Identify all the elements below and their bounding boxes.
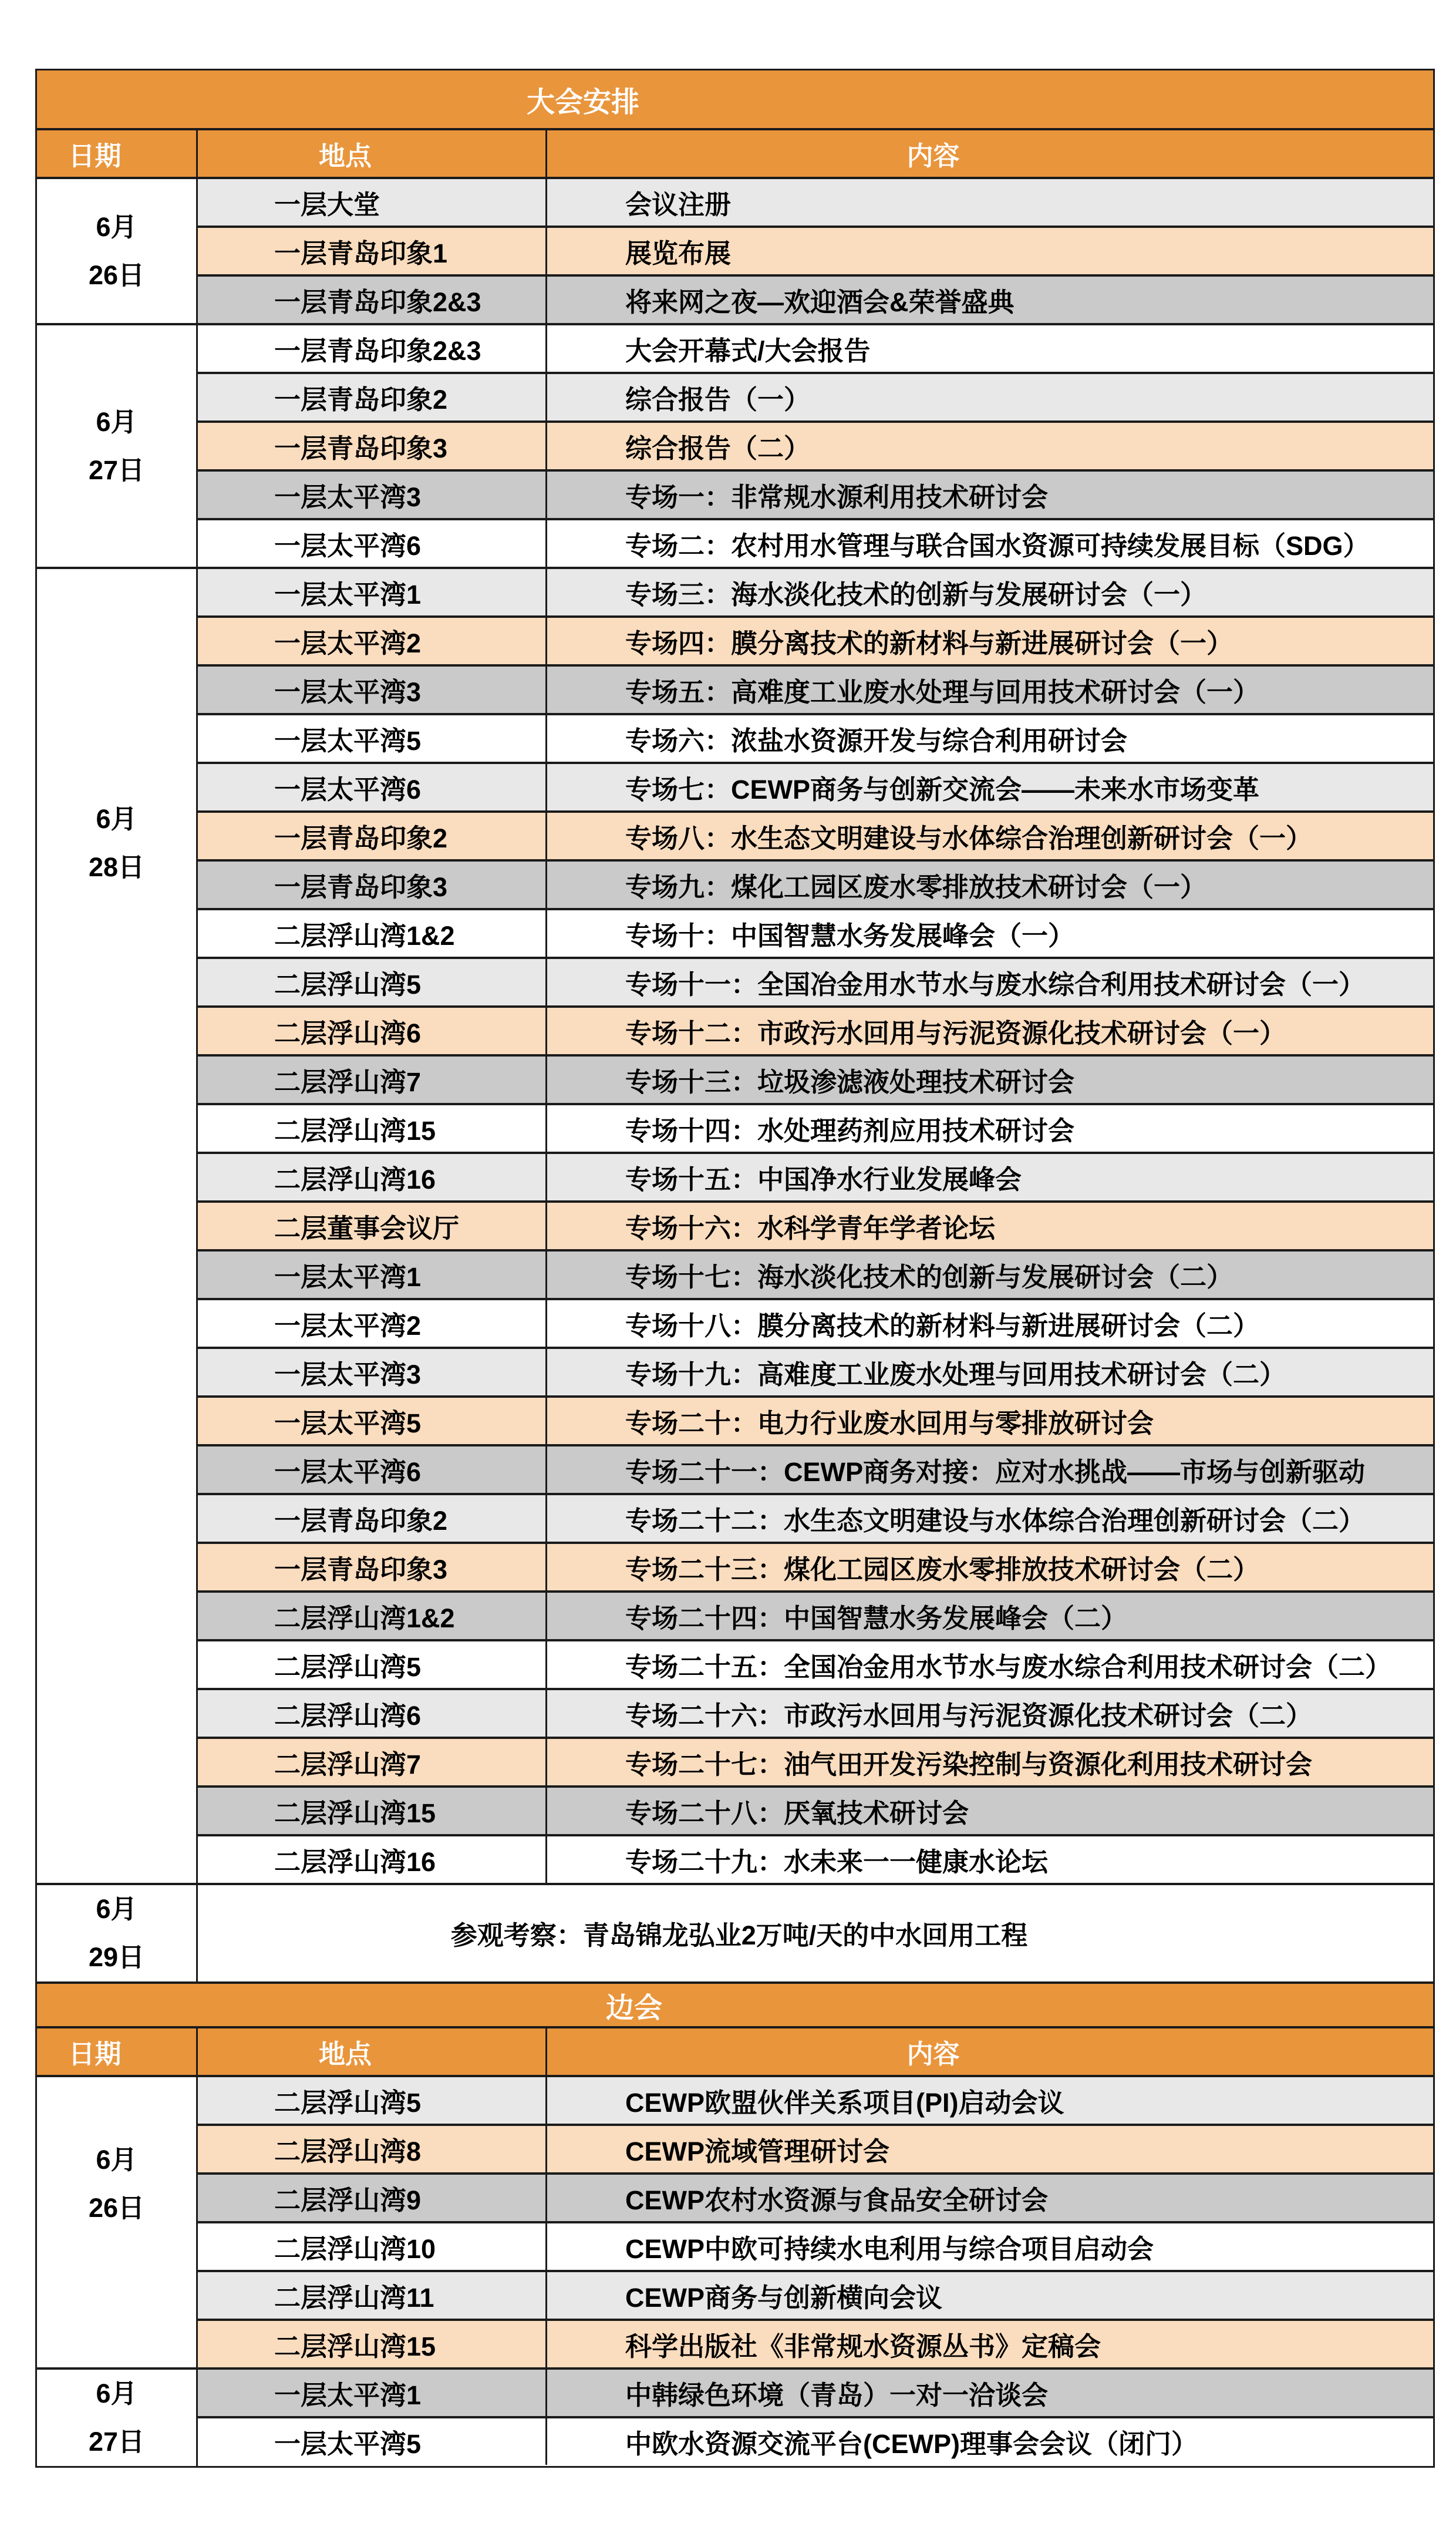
section-title: 边会 xyxy=(605,1992,662,2024)
section-title: 大会安排 xyxy=(526,86,639,118)
content-cell: 专场六：浓盐水资源开发与综合利用研讨会 xyxy=(625,726,1128,756)
date-day: 27日 xyxy=(88,455,145,485)
schedule-row xyxy=(198,1300,1433,1349)
section-title-bar xyxy=(37,70,1433,130)
content-cell: 会议注册 xyxy=(625,190,732,220)
location-cell: 二层浮山湾15 xyxy=(198,1788,547,1834)
schedule-row xyxy=(198,764,1433,813)
schedule-row xyxy=(198,472,1433,520)
schedule-row xyxy=(198,1057,1433,1105)
content-cell: 专场二十八：厌氧技术研讨会 xyxy=(625,1798,969,1828)
location-cell: 二层浮山湾5 xyxy=(198,1641,547,1688)
location-cell: 一层太平湾1 xyxy=(198,569,547,615)
location-cell: 二层浮山湾6 xyxy=(198,1008,547,1054)
content-cell: 专场二十一：CEWP商务对接：应对水挑战——市场与创新驱动 xyxy=(625,1457,1366,1487)
section-side-meetings xyxy=(37,1984,1433,2466)
location-cell: 二层浮山湾8 xyxy=(198,2126,547,2172)
location-cell: 一层青岛印象2 xyxy=(198,813,547,859)
date-month: 6月 xyxy=(96,211,137,242)
location-cell: 二层浮山湾15 xyxy=(198,1105,547,1152)
schedule-row xyxy=(198,179,1433,228)
location-cell: 二层浮山湾15 xyxy=(198,2321,547,2367)
location-cell: 一层青岛印象3 xyxy=(198,423,547,469)
location-cell: 一层青岛印象2&3 xyxy=(198,325,547,372)
group-rows xyxy=(198,179,1433,323)
column-header-row xyxy=(37,130,1433,179)
schedule-row xyxy=(198,228,1433,277)
date-day: 27日 xyxy=(88,2427,145,2457)
location-cell: 二层浮山湾10 xyxy=(198,2223,547,2270)
column-header-content: 内容 xyxy=(906,2039,960,2069)
schedule-row xyxy=(198,1836,1433,1883)
date-month: 6月 xyxy=(96,1894,137,1924)
content-cell: 专场四：膜分离技术的新材料与新进展研讨会（一） xyxy=(625,628,1233,658)
location-cell: 二层董事会议厅 xyxy=(198,1203,547,1249)
schedule-row xyxy=(198,423,1433,472)
location-cell: 一层太平湾6 xyxy=(198,764,547,810)
location-cell: 二层浮山湾16 xyxy=(198,1154,547,1200)
date-cell xyxy=(37,325,198,567)
date-group xyxy=(37,569,1433,1885)
content-cell: 将来网之夜—欢迎酒会&荣誉盛典 xyxy=(625,287,1015,317)
content-cell: 专场十一：全国冶金用水节水与废水综合利用技术研讨会（一） xyxy=(625,970,1366,1000)
content-cell: 专场二十四：中国智慧水务发展峰会（二） xyxy=(625,1603,1128,1633)
location-cell: 二层浮山湾9 xyxy=(198,2175,547,2221)
content-cell: 专场五：高难度工业废水处理与回用技术研讨会（一） xyxy=(625,677,1260,707)
schedule-row xyxy=(198,959,1433,1008)
location-cell: 一层大堂 xyxy=(198,179,547,226)
content-cell: 专场二十五：全国冶金用水节水与废水综合利用技术研讨会（二） xyxy=(625,1652,1392,1682)
content-cell: 专场一：非常规水源利用技术研讨会 xyxy=(625,482,1049,512)
date-month: 6月 xyxy=(96,2378,137,2408)
date-cell xyxy=(37,2370,198,2466)
content-cell: 专场二十六：市政污水回用与污泥资源化技术研讨会（二） xyxy=(625,1701,1313,1731)
location-cell: 二层浮山湾7 xyxy=(198,1739,547,1785)
section-conference xyxy=(37,70,1433,1984)
location-cell: 二层浮山湾1&2 xyxy=(198,1593,547,1639)
schedule-row xyxy=(198,2321,1433,2367)
schedule-row xyxy=(198,862,1433,910)
location-cell: 二层浮山湾7 xyxy=(198,1057,547,1103)
schedule-row xyxy=(198,1690,1433,1739)
date-group xyxy=(37,1885,1433,1984)
content-cell: 中欧水资源交流平台(CEWP)理事会会议（闭门） xyxy=(625,2429,1198,2459)
location-cell: 一层太平湾2 xyxy=(198,618,547,664)
schedule-row xyxy=(198,910,1433,959)
content-cell: 专场八：水生态文明建设与水体综合治理创新研讨会（一） xyxy=(625,823,1313,853)
location-cell: 一层青岛印象2&3 xyxy=(198,277,547,323)
group-rows xyxy=(198,1885,1433,1981)
group-rows xyxy=(198,569,1433,1883)
location-cell: 一层太平湾6 xyxy=(198,520,547,567)
schedule-row xyxy=(198,1154,1433,1203)
content-cell: 专场十五：中国净水行业发展峰会 xyxy=(625,1165,1022,1195)
content-cell: 专场二十二：水生态文明建设与水体综合治理创新研讨会（二） xyxy=(625,1506,1366,1536)
location-cell: 一层太平湾3 xyxy=(198,1349,547,1395)
column-header-location: 地点 xyxy=(198,130,547,177)
group-rows xyxy=(198,2077,1433,2367)
location-cell: 二层浮山湾5 xyxy=(198,2077,547,2124)
location-cell: 二层浮山湾11 xyxy=(198,2272,547,2319)
date-cell xyxy=(37,569,198,1883)
schedule-row xyxy=(198,813,1433,862)
content-cell: 专场二：农村用水管理与联合国水资源可持续发展目标（SDG） xyxy=(625,531,1370,561)
date-day: 28日 xyxy=(88,852,145,882)
column-header-content: 内容 xyxy=(906,141,960,171)
location-cell: 二层浮山湾6 xyxy=(198,1690,547,1737)
schedule-row xyxy=(198,2370,1433,2418)
content-cell: CEWP农村水资源与食品安全研讨会 xyxy=(625,2185,1049,2215)
schedule-row xyxy=(198,1008,1433,1057)
content-cell: 综合报告（一） xyxy=(625,385,811,415)
content-cell: 科学出版社《非常规水资源丛书》定稿会 xyxy=(625,2331,1101,2361)
schedule-row xyxy=(198,715,1433,764)
column-header-date: 日期 xyxy=(37,130,198,177)
content-cell: 专场二十：电力行业废水回用与零排放研讨会 xyxy=(625,1408,1154,1438)
schedule-row xyxy=(198,2223,1433,2272)
schedule-row xyxy=(198,1495,1433,1544)
date-day: 26日 xyxy=(88,260,145,290)
schedule-row xyxy=(198,325,1433,374)
content-cell: 专场七：CEWP商务与创新交流会——未来水市场变革 xyxy=(625,775,1260,805)
schedule-row xyxy=(198,520,1433,567)
content-cell: 专场十七：海水淡化技术的创新与发展研讨会（二） xyxy=(625,1262,1233,1292)
location-cell: 一层青岛印象3 xyxy=(198,862,547,908)
column-header-row xyxy=(37,2028,1433,2077)
content-cell: 专场三：海水淡化技术的创新与发展研讨会（一） xyxy=(625,580,1207,610)
schedule-row xyxy=(198,1788,1433,1836)
schedule-document xyxy=(35,69,1435,2468)
date-day: 26日 xyxy=(88,2193,145,2223)
date-group xyxy=(37,179,1433,325)
content-cell: CEWP商务与创新横向会议 xyxy=(625,2283,943,2313)
schedule-row xyxy=(198,1203,1433,1251)
date-month: 6月 xyxy=(96,2145,137,2175)
location-cell: 一层太平湾5 xyxy=(198,2418,547,2465)
schedule-row xyxy=(198,374,1433,423)
schedule-row xyxy=(198,569,1433,618)
schedule-row xyxy=(198,2126,1433,2175)
content-cell: 专场十八：膜分离技术的新材料与新进展研讨会（二） xyxy=(625,1311,1260,1341)
location-cell: 二层浮山湾5 xyxy=(198,959,547,1005)
schedule-row xyxy=(198,277,1433,323)
location-cell: 一层太平湾2 xyxy=(198,1300,547,1347)
content-cell: CEWP中欧可持续水电利用与综合项目启动会 xyxy=(625,2234,1154,2264)
date-cell xyxy=(37,1885,198,1981)
date-group xyxy=(37,2077,1433,2370)
schedule-row xyxy=(198,667,1433,715)
schedule-row xyxy=(198,1349,1433,1398)
location-cell: 二层浮山湾16 xyxy=(198,1836,547,1883)
date-cell xyxy=(37,179,198,323)
location-cell: 一层太平湾5 xyxy=(198,715,547,762)
date-cell xyxy=(37,2077,198,2367)
schedule-row xyxy=(198,2175,1433,2223)
schedule-row xyxy=(198,1739,1433,1788)
content-cell: 专场十二：市政污水回用与污泥资源化技术研讨会（一） xyxy=(625,1018,1286,1048)
schedule-row xyxy=(198,1641,1433,1690)
location-cell: 一层太平湾1 xyxy=(198,2370,547,2416)
location-cell: 二层浮山湾1&2 xyxy=(198,910,547,957)
group-rows xyxy=(198,325,1433,567)
schedule-row xyxy=(198,618,1433,667)
schedule-row xyxy=(198,1593,1433,1641)
schedule-row xyxy=(198,2418,1433,2465)
content-cell: 专场九：煤化工园区废水零排放技术研讨会（一） xyxy=(625,872,1207,902)
column-header-date: 日期 xyxy=(37,2028,198,2075)
column-header-location: 地点 xyxy=(198,2028,547,2075)
content-cell: 展览布展 xyxy=(625,238,732,268)
content-cell: 综合报告（二） xyxy=(625,433,811,463)
content-cell: 专场十四：水处理药剂应用技术研讨会 xyxy=(625,1116,1075,1146)
date-day: 29日 xyxy=(88,1942,145,1972)
date-group xyxy=(37,325,1433,569)
date-month: 6月 xyxy=(96,804,137,834)
content-cell: 专场十六：水科学青年学者论坛 xyxy=(625,1213,996,1243)
location-cell: 一层青岛印象3 xyxy=(198,1544,547,1590)
content-cell: 大会开幕式/大会报告 xyxy=(625,336,871,366)
date-groups xyxy=(37,2077,1433,2466)
date-group xyxy=(37,2370,1433,2466)
schedule-row xyxy=(198,2272,1433,2321)
schedule-row xyxy=(198,1544,1433,1593)
location-cell: 一层太平湾1 xyxy=(198,1251,547,1298)
location-cell: 一层太平湾3 xyxy=(198,472,547,518)
content-cell: 专场十九：高难度工业废水处理与回用技术研讨会（二） xyxy=(625,1360,1286,1390)
location-cell: 一层太平湾6 xyxy=(198,1446,547,1493)
location-cell: 一层青岛印象2 xyxy=(198,1495,547,1542)
content-cell: 专场十三：垃圾渗滤液处理技术研讨会 xyxy=(625,1067,1075,1097)
schedule-row xyxy=(198,1446,1433,1495)
schedule-row xyxy=(198,1885,1433,1981)
schedule-row xyxy=(198,1398,1433,1446)
content-cell: 参观考察：青岛锦龙弘业2万吨/天的中水回用工程 xyxy=(450,1920,1028,1950)
location-cell: 一层青岛印象1 xyxy=(198,228,547,274)
location-cell: 一层太平湾3 xyxy=(198,667,547,713)
location-cell: 一层青岛印象2 xyxy=(198,374,547,420)
content-cell: 专场二十七：油气田开发污染控制与资源化利用技术研讨会 xyxy=(625,1750,1313,1779)
content-cell: 专场十：中国智慧水务发展峰会（一） xyxy=(625,921,1075,951)
schedule-row xyxy=(198,1105,1433,1154)
content-cell: 专场二十三：煤化工园区废水零排放技术研讨会（二） xyxy=(625,1555,1260,1584)
schedule-row xyxy=(198,2077,1433,2126)
date-groups xyxy=(37,179,1433,1984)
date-month: 6月 xyxy=(96,406,137,437)
location-cell: 一层太平湾5 xyxy=(198,1398,547,1444)
section-title-bar xyxy=(37,1984,1433,2028)
content-cell: CEWP欧盟伙伴关系项目(PI)启动会议 xyxy=(625,2088,1064,2118)
content-cell: 中韩绿色环境（青岛）一对一洽谈会 xyxy=(625,2380,1049,2410)
group-rows xyxy=(198,2370,1433,2466)
content-cell: 专场二十九：水未来一一健康水论坛 xyxy=(625,1847,1049,1877)
schedule-row xyxy=(198,1251,1433,1300)
content-cell: CEWP流域管理研讨会 xyxy=(625,2137,890,2166)
